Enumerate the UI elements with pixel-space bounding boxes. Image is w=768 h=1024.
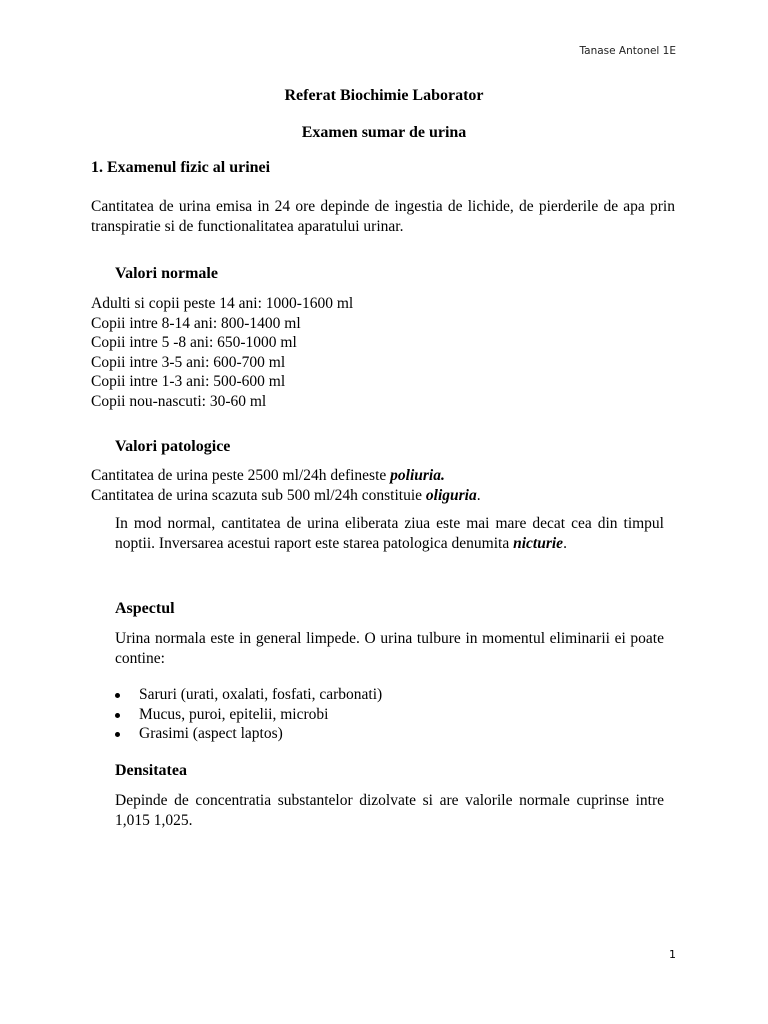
list-item: Mucus, puroi, epitelii, microbi (115, 705, 382, 725)
section1-intro: Cantitatea de urina emisa in 24 ore depinde de ingestia de lichide, de pierderile de apa prin transpiratie si de functionalitatea aparatului urinar. (91, 198, 675, 235)
poliuria-line: Cantitatea de urina peste 2500 ml/24h defineste poliuria. (91, 467, 445, 484)
poliuria-term: poliuria. (390, 467, 445, 484)
oliguria-line: Cantitatea de urina scazuta sub 500 ml/24h constituie oliguria. (91, 486, 481, 504)
list-item: Copii nou-nascuti: 30-60 ml (91, 392, 267, 410)
header-author: Tanase Antonel 1E (579, 45, 676, 57)
list-item: Copii intre 5 -8 ani: 650-1000 ml (91, 334, 297, 351)
list-item: Grasimi (aspect laptos) (115, 724, 382, 744)
valori-normale-list (91, 294, 353, 411)
valori-patologice-lines (91, 466, 481, 505)
densitatea-text: Depinde de concentratia substantelor dizolvate si are valorile normale cuprinse intre 1,015 1,025. (115, 792, 664, 829)
aspectul-text: Urina normala este in general limpede. O urina tulbure in momentul eliminarii ei poate contine: (115, 630, 664, 667)
section1-heading: 1. Examenul fizic al urinei (91, 159, 271, 176)
list-item: Saruri (urati, oxalati, fosfati, carbonati) (115, 685, 382, 705)
page-title: Referat Biochimie Laborator (284, 87, 484, 104)
nicturie-term: nicturie (513, 534, 564, 552)
list-item: Copii intre 3-5 ani: 600-700 ml (91, 353, 286, 371)
oliguria-term: oliguria (425, 486, 477, 504)
valori-normale-heading: Valori normale (115, 265, 218, 282)
list-item: Copii intre 1-3 ani: 500-600 ml (91, 373, 286, 390)
list-item: Copii intre 8-14 ani: 800-1400 ml (91, 314, 301, 332)
aspectul-heading: Aspectul (115, 600, 175, 617)
page-number: 1 (669, 948, 676, 961)
valori-patologice-heading: Valori patologice (115, 438, 231, 455)
densitatea-heading: Densitatea (115, 762, 187, 779)
nicturie-paragraph: In mod normal, cantitatea de urina eliberata ziua este mai mare decat cea din timpul noptii. Inversarea acestui raport este starea patologica denumita nicturie. (115, 515, 664, 552)
aspectul-bullet-list (115, 685, 382, 744)
list-item: Adulti si copii peste 14 ani: 1000-1600 ml (91, 295, 354, 312)
page-subtitle: Examen sumar de urina (301, 124, 467, 141)
